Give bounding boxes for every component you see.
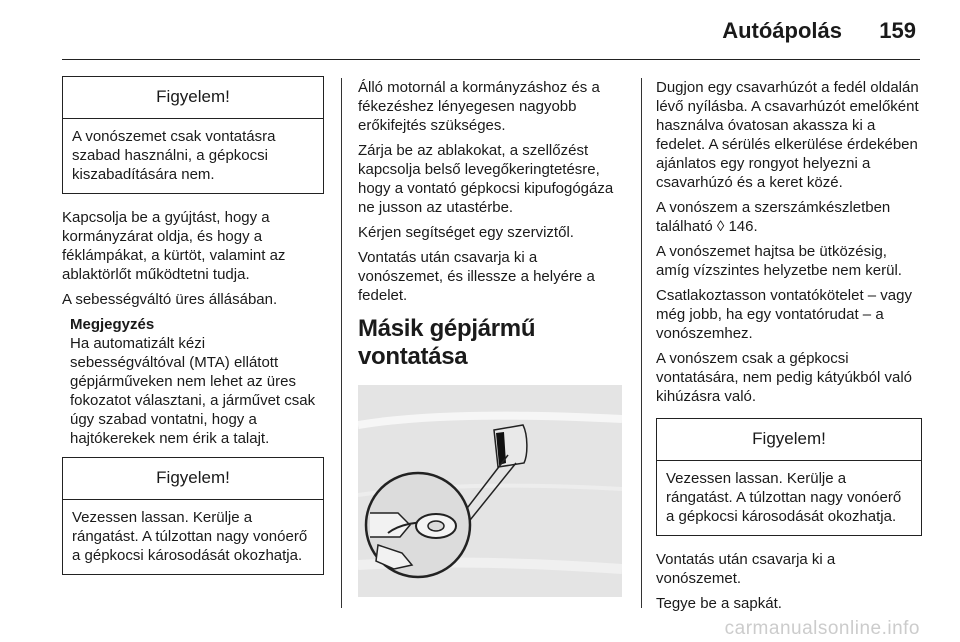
warning-box-1 (62, 76, 324, 194)
warning-box-2 (62, 457, 324, 575)
illustration-svg (358, 385, 622, 597)
section-title: Másik gépjármű vontatása (358, 315, 536, 370)
paragraph: Vontatás után csavarja ki a vonószemet. (656, 551, 836, 587)
warning-heading: Figyelem! (63, 77, 323, 119)
column-divider-1 (341, 78, 342, 608)
warning-text: A vonószemet csak vontatásra szabad használni, a gépkocsi kiszabadítására nem. (72, 128, 276, 183)
warning-text: Vezessen lassan. Kerülje a rángatást. A túlzottan nagy vonóerő a gépkocsi károsodását okozhatja. (666, 470, 902, 525)
note-title: Megjegyzés (70, 316, 155, 333)
paragraph: A vonószemet hajtsa be ütközésig, amíg vízszintes helyzetbe nem kerül. (656, 243, 902, 279)
paragraph: Kérjen segítséget egy szerviztől. (358, 224, 574, 241)
warning-box-3 (656, 418, 922, 536)
paragraph: Dugjon egy csavarhúzót a fedél oldalán lévő nyílásba. A csavarhúzót emelőként használva óvatosan akassza ki a fedelet. A sérülés elkerülése érdekében ajánlatos egy rongyot helyezni a csavarhúzó és a keret közé. (656, 79, 919, 191)
note-block (62, 315, 324, 448)
column-divider-2 (641, 78, 642, 608)
paragraph: A vonószem csak a gépkocsi vontatására, nem pedig kátyúkból való kihúzásra való. (656, 350, 912, 405)
paragraph: Zárja be az ablakokat, a szellőzést kapcsolja belső levegőkeringtetésre, hogy a vontató gépkocsi kipufogógáza ne jusson az utastérbe. (358, 142, 614, 216)
paragraph: Csatlakoztasson vontatókötelet – vagy még jobb, ha egy vontatórudat – a vonószemhez. (656, 287, 912, 342)
column-3 (656, 78, 922, 619)
warning-heading: Figyelem! (657, 419, 921, 461)
note-text: Ha automatizált kézi sebességváltóval (MTA) ellátott gépjárműveken nem lehet az üres fokozatot választani, a járművet csak úgy szabad vontatni, hogy a hajtókerekek nem érik a talajt. (70, 335, 316, 447)
paragraph: A vonószem a szerszámkészletben található ◊ 146. (656, 199, 891, 235)
watermark: carmanualsonline.info (724, 618, 920, 639)
page-title: Autóápolás (722, 18, 842, 43)
warning-heading: Figyelem! (63, 458, 323, 500)
warning-text: Vezessen lassan. Kerülje a rángatást. A túlzottan nagy vonóerő a gépkocsi károsodását okozhatja. (72, 509, 308, 564)
column-1 (62, 76, 324, 589)
column-2 (358, 78, 622, 597)
header-divider (62, 59, 920, 60)
paragraph: A sebességváltó üres állásában. (62, 291, 278, 308)
paragraph: Álló motornál a kormányzáshoz és a fékezéshez lényegesen nagyobb erőkifejtés szükséges. (358, 79, 600, 134)
page-number: 159 (879, 18, 916, 43)
paragraph: Kapcsolja be a gyújtást, hogy a kormányzárat oldja, és hogy a féklámpákat, a kürtöt, valamint az ablaktörlőt működtetni tudja. (62, 209, 286, 283)
paragraph: Vontatás után csavarja ki a vonószemet, és illessze a helyére a fedelet. (358, 249, 595, 304)
paragraph: Tegye be a sapkát. (656, 595, 782, 612)
towing-eye-cover-illustration (358, 385, 622, 597)
